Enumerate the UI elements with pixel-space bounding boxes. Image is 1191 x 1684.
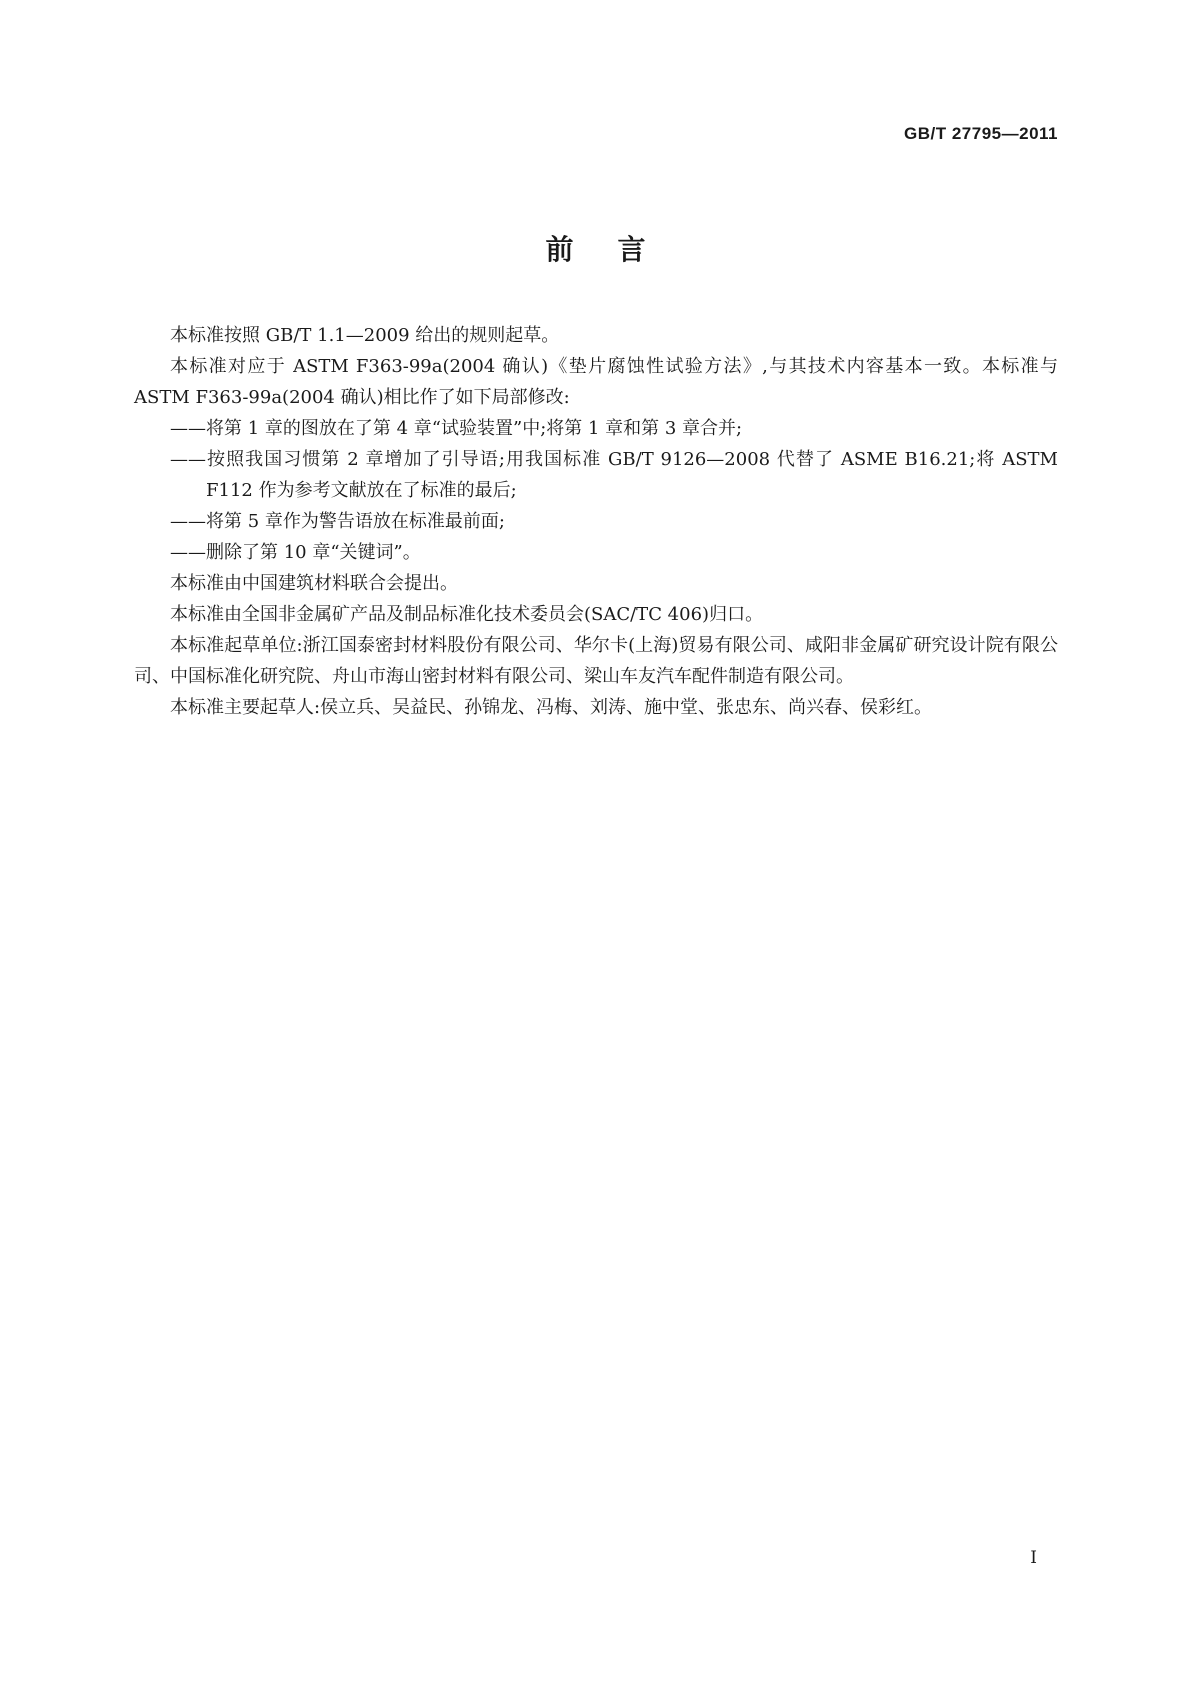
page-title: 前言 [545,233,690,266]
paragraph-proposer: 本标准由中国建筑材料联合会提出。 [170,573,458,594]
modification-item: ——将第 5 章作为警告语放在标准最前面; [170,511,505,532]
paragraph-committee: 本标准由全国非金属矿产品及制品标准化技术委员会(SAC/TC 406)归口。 [170,604,764,625]
page-number: I [1030,1548,1037,1568]
paragraph-drafters: 本标准主要起草人:侯立兵、吴益民、孙锦龙、冯梅、刘涛、施中堂、张忠东、尚兴春、侯彩红。 [170,697,933,718]
paragraph-drafting-units: 本标准起草单位:浙江国泰密封材料股份有限公司、华尔卡(上海)贸易有限公司、咸阳非金属矿研究设计院有限公司、中国标准化研究院、舟山市海山密封材料有限公司、梁山车友汽车配件制造有限公司。 [134,635,1058,687]
modification-item: ——删除了第 10 章“关键词”。 [170,542,421,563]
standard-code: GB/T 27795—2011 [904,124,1058,143]
modification-item: ——按照我国习惯第 2 章增加了引导语;用我国标准 GB/T 9126—2008 代替了 ASME B16.21;将 ASTM F112 作为参考文献放在了标准的最后; [170,449,1058,501]
paragraph-drafting-rules: 本标准按照 GB/T 1.1—2009 给出的规则起草。 [170,325,560,346]
foreword-body [134,320,1058,723]
modification-item: ——将第 1 章的图放在了第 4 章“试验装置”中;将第 1 章和第 3 章合并; [170,418,743,439]
paragraph-correspondence: 本标准对应于 ASTM F363-99a(2004 确认)《垫片腐蚀性试验方法》,与其技术内容基本一致。本标准与 ASTM F363-99a(2004 确认)相比作了如下局部修改: [134,356,1058,408]
